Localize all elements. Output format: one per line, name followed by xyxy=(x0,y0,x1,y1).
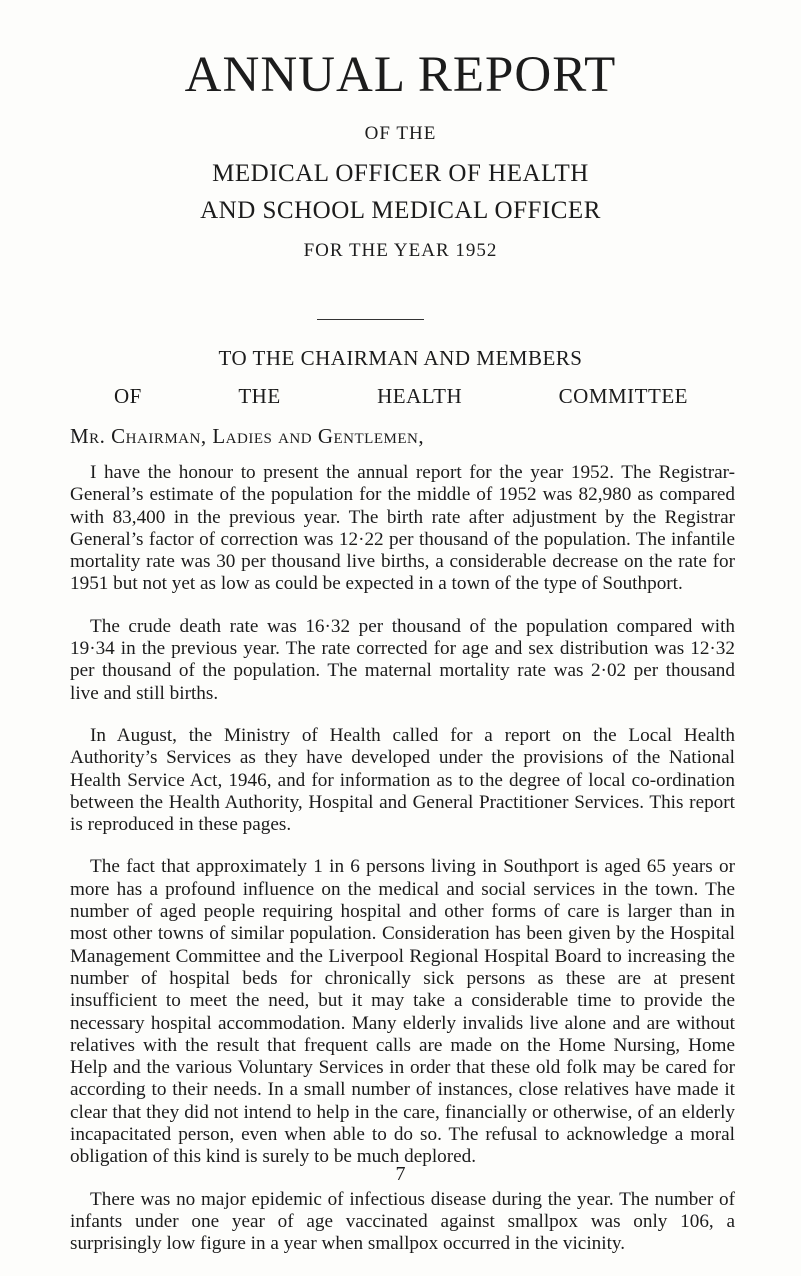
address-word: COMMITTEE xyxy=(558,384,688,408)
office-title-line-2: AND SCHOOL MEDICAL OFFICER xyxy=(200,197,601,224)
report-year: FOR THE YEAR 1952 xyxy=(303,240,498,261)
title-of-the: OF THE xyxy=(364,123,437,144)
address-line-2 xyxy=(114,384,688,409)
office-title-line-1: MEDICAL OFFICER OF HEALTH xyxy=(212,160,589,187)
address-line-1: TO THE CHAIRMAN AND MEMBERS xyxy=(218,346,583,370)
address-word: HEALTH xyxy=(377,384,463,408)
paragraph-ministry-report: In August, the Ministry of Health called for a report on the Local Health Authority’s Services as they have developed under the provisions of the National Health Service Act, 1946, and for information as to the degree of local co-ordination between the Health Authority, Hospital and General Practitioner Services. This report is reproduced in these pages. xyxy=(70,724,735,836)
address-word: THE xyxy=(238,384,281,408)
report-title: ANNUAL REPORT xyxy=(184,47,617,103)
paragraph-deaths: The crude death rate was 16·32 per thousand of the population compared with 19·34 in the previous year. The rate corrected for age and sex distribution was 12·32 per thousand of the population. The maternal mortality rate was 2·02 per thousand live and still births. xyxy=(70,615,735,704)
report-body xyxy=(70,462,735,1276)
paragraph-infectious-disease: There was no major epidemic of infectious disease during the year. The number of infants under one year of age vaccinated against smallpox was only 106, a surprisingly low figure in a year when smallpox occurred in the vicinity. xyxy=(70,1188,735,1255)
address-word: OF xyxy=(114,384,142,408)
paragraph-aged-population: The fact that approximately 1 in 6 persons living in Southport is aged 65 years or more has a profound influence on the medical and social services in the town. The number of aged people requiring hospital and other forms of care is larger than in most other towns of similar population. Consideration has been given by the Hospital Management Committee and the Liverpool Regional Hospital Board to increasing the number of hospital beds for chronically sick persons as these are at present insufficient to meet the need, but it may take a considerable time to provide the necessary hospital accommodation. Many elderly invalids live alone and are without relatives with the result that frequent calls are made on the Home Nursing, Home Help and the various Voluntary Services in order that these old folk may be cared for according to their needs. In a small number of instances, close relatives have made it clear that they did not intend to help in the care, financially or otherwise, of an elderly incapacitated person, even when able to do so. The refusal to acknowledge a moral obligation of this kind is surely to be much deplored. xyxy=(70,856,735,1168)
page-number: 7 xyxy=(395,1163,406,1185)
title-divider xyxy=(317,319,424,320)
salutation: Mr. Chairman, Ladies and Gentlemen, xyxy=(70,424,425,448)
paragraph-births: I have the honour to present the annual report for the year 1952. The Registrar-General’s estimate of the population for the middle of 1952 was 82,980 as compared with 83,400 in the previous year. The birth rate after adjustment by the Registrar General’s factor of correction was 12·22 per thousand of the population. The infantile mortality rate was 30 per thousand live births, a considerable decrease on the rate for 1951 but not yet as low as could be expected in a town of the type of Southport. xyxy=(70,462,735,595)
